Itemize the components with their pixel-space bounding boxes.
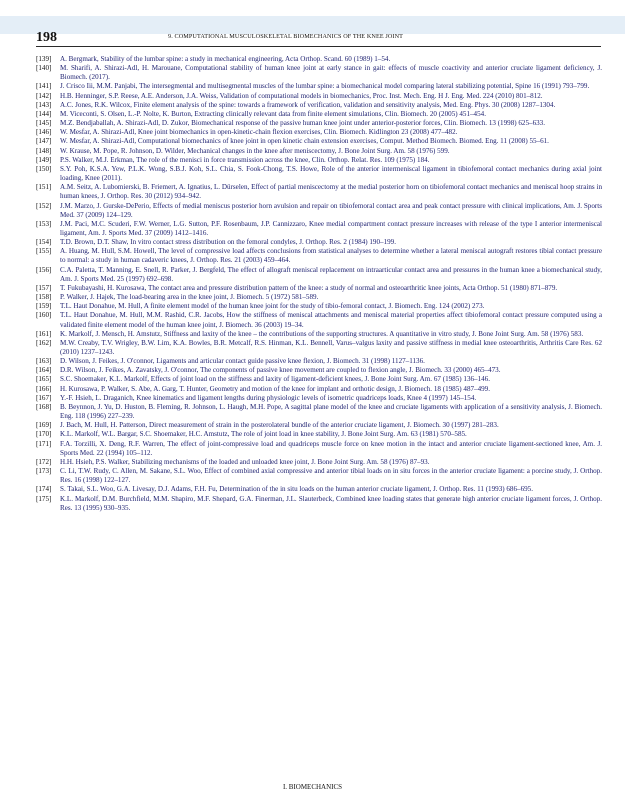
reference-number: [143] bbox=[36, 100, 52, 109]
reference-item bbox=[36, 485, 602, 494]
reference-item bbox=[36, 375, 602, 384]
page-number: 198 bbox=[36, 30, 57, 45]
reference-number: [149] bbox=[36, 155, 52, 164]
reference-text[interactable]: D. Wilson, J. Feikes, J. O'connor, Ligaments and articular contact guide passive knee flexion, J. Biomech. 31 (1998) 1127–1136. bbox=[60, 357, 425, 366]
reference-number: [154] bbox=[36, 238, 52, 247]
reference-item bbox=[36, 403, 602, 421]
reference-item bbox=[36, 311, 602, 329]
reference-text[interactable]: M. Sharifi, A. Shirazi-Adl, H. Marouane, Computational stability of human knee joint at early stance in gait: effects of muscle coactivity and anterior cruciate ligament deficiency, J. Biomech. (2017). bbox=[60, 64, 602, 82]
reference-text[interactable]: T.D. Brown, D.T. Shaw, In vitro contact stress distribution on the femoral condyles, J. Orthop. Res. 2 (1984) 190–199. bbox=[60, 238, 396, 247]
reference-number: [152] bbox=[36, 201, 52, 210]
reference-text[interactable]: J.M. Marzo, J. Gurske-DePerio, Effects of medial meniscus posterior horn avulsion and repair on tibiofemoral contact area and peak contact pressure with clinical implications, Am. J. Sports Med. 37 (2009) 124–129. bbox=[60, 201, 602, 219]
reference-number: [144] bbox=[36, 109, 52, 118]
reference-item bbox=[36, 495, 602, 513]
reference-item bbox=[36, 330, 602, 339]
reference-number: [164] bbox=[36, 366, 52, 375]
reference-item bbox=[36, 128, 602, 137]
reference-text[interactable]: K.L. Markolf, D.M. Burchfield, M.M. Shapiro, M.F. Shepard, G.A. Finerman, J.L. Slauterbeck, Combined knee loading states that generate high anterior cruciate ligament forces, J. Orthop. Res. 13 (1995) 930–935. bbox=[60, 494, 602, 512]
reference-text[interactable]: D.R. Wilson, J. Feikes, A. Zavatsky, J. O'connor, The components of passive knee movement are coupled to flexion angle, J. Biomech. 33 (2000) 465–473. bbox=[60, 366, 501, 375]
reference-text[interactable]: J. Bach, M. Hull, H. Patterson, Direct measurement of strain in the posterolateral bundle of the anterior cruciate ligament, J. Biomech. 30 (1997) 281–283. bbox=[60, 421, 499, 430]
reference-text[interactable]: P.S. Walker, M.J. Erkman, The role of the menisci in force transmission across the knee, Clin. Orthop. Relat. Res. 109 (1975) 184. bbox=[60, 155, 430, 164]
reference-number: [158] bbox=[36, 293, 52, 302]
reference-text[interactable]: W. Mesfar, A. Shirazi-Adl, Knee joint biomechanics in open-kinetic-chain flexion exercises, Clin. Biomech. Kidlington 23 (2008) 477–482. bbox=[60, 128, 458, 137]
reference-text[interactable]: P. Walker, J. Hajek, The load-bearing area in the knee joint, J. Biomech. 5 (1972) 581–589. bbox=[60, 293, 319, 302]
reference-number: [150] bbox=[36, 164, 52, 173]
reference-item bbox=[36, 202, 602, 220]
reference-text[interactable]: S. Takai, S.L. Woo, G.A. Livesay, D.J. Adams, F.H. Fu, Determination of the in situ loads on the human anterior cruciate ligament, J. Orthop. Res. 11 (1993) 686–695. bbox=[60, 485, 533, 494]
reference-item bbox=[36, 247, 602, 265]
reference-item bbox=[36, 394, 602, 403]
reference-item bbox=[36, 147, 602, 156]
reference-item bbox=[36, 110, 602, 119]
reference-number: [142] bbox=[36, 91, 52, 100]
reference-number: [141] bbox=[36, 82, 52, 91]
reference-number: [167] bbox=[36, 393, 52, 402]
reference-text[interactable]: A.M. Seitz, A. Lubomierski, B. Friemert, A. Ignatius, L. Dürselen, Effect of partial meniscectomy at the medial posterior horn on tibiofemoral contact mechanics and meniscal hoop strains in human knees, J. Orthop. Res. 30 (2012) 934–942. bbox=[60, 183, 602, 201]
reference-number: [162] bbox=[36, 338, 52, 347]
reference-item bbox=[36, 64, 602, 82]
reference-item bbox=[36, 92, 602, 101]
reference-item bbox=[36, 82, 602, 91]
reference-item bbox=[36, 293, 602, 302]
reference-number: [148] bbox=[36, 146, 52, 155]
reference-text[interactable]: W. Krause, M. Pope, R. Johnson, D. Wilder, Mechanical changes in the knee after meniscectomy, J. Bone Joint Surg. Am. 58 (1976) 599. bbox=[60, 146, 450, 155]
page-header bbox=[36, 30, 601, 47]
reference-number: [155] bbox=[36, 247, 52, 256]
reference-text[interactable]: K.L. Markolf, W.L. Bargar, S.C. Shoemaker, H.C. Amstutz, The role of joint load in knee stability, J. Bone Joint Surg. Am. 63 (1981) 570–585. bbox=[60, 430, 467, 439]
reference-number: [151] bbox=[36, 183, 52, 192]
reference-item bbox=[36, 101, 602, 110]
reference-text[interactable]: A. Huang, M. Hull, S.M. Howell, The level of compressive load affects conclusions from statistical analyses to determine whether a lateral meniscal autograft restores tibial contact pressure to normal: a study in human cadaveric knees, J. Orthop. Res. 21 (2003) 459–464. bbox=[60, 247, 602, 265]
reference-number: [157] bbox=[36, 283, 52, 292]
reference-number: [174] bbox=[36, 485, 52, 494]
reference-item bbox=[36, 156, 602, 165]
reference-item bbox=[36, 467, 602, 485]
reference-text[interactable]: T.L. Haut Donahue, M. Hull, M.M. Rashid, C.R. Jacobs, How the stiffness of meniscal attachments and meniscal material properties affect tibiofemoral contact pressure computed using a validated finite element model of the human knee joint, J. Biomech. 36 (2003) 19–34. bbox=[60, 311, 602, 329]
reference-number: [159] bbox=[36, 302, 52, 311]
reference-text[interactable]: H.H. Hsieh, P.S. Walker, Stabilizing mechanisms of the loaded and unloaded knee joint, J. Bone Joint Surg. Am. 58 (1976) 87–93. bbox=[60, 457, 430, 466]
reference-item bbox=[36, 183, 602, 201]
reference-item bbox=[36, 165, 602, 183]
reference-text[interactable]: C. Li, T.W. Rudy, C. Allen, M. Sakane, S.L. Woo, Effect of combined axial compressive and anterior tibial loads on in situ forces in the anterior cruciate ligament: a porcine study, J. Orthop. Res. 16 (1998) 122–127. bbox=[60, 467, 602, 485]
reference-text[interactable]: M.Z. Bendjaballah, A. Shirazi-Adl, D. Zukor, Biomechanical response of the passive human knee joint under anterior-posterior forces, Clin. Biomech. 13 (1998) 625–633. bbox=[60, 119, 545, 128]
reference-text[interactable]: A. Bergmark, Stability of the lumbar spine: a study in mechanical engineering, Acta Orthop. Scand. 60 (1989) 1–54. bbox=[60, 55, 391, 63]
reference-text[interactable]: W. Mesfar, A. Shirazi-Adl, Computational biomechanics of knee joint in open kinetic chain extension exercises, Comput. Method Biomech. Biomed. Eng. 11 (2008) 55–61. bbox=[60, 137, 549, 146]
reference-text[interactable]: M.W. Creaby, T.V. Wrigley, B.W. Lim, K.A. Bowles, B.R. Metcalf, R.S. Hinman, K.L. Bennell, Varus–valgus laxity and passive stiffness in medial knee osteoarthritis, Arthritis Care Res. 62 (2010) 1237–1243. bbox=[60, 338, 602, 356]
running-title: 9. COMPUTATIONAL MUSCULOSKELETAL BIOMECHANICS OF THE KNEE JOINT bbox=[168, 33, 404, 40]
reference-item bbox=[36, 119, 602, 128]
reference-item bbox=[36, 137, 602, 146]
reference-text[interactable]: J. Crisco Iii, M.M. Panjabi, The intersegmental and multisegmental muscles of the lumbar spine: a biomechanical model comparing lateral stabilizing potential, Spine 16 (1991) 793–799. bbox=[60, 82, 590, 91]
reference-number: [146] bbox=[36, 128, 52, 137]
reference-text[interactable]: C.A. Paletta, T. Manning, E. Snell, R. Parker, J. Bergfeld, The effect of allograft meniscal replacement on intraarticular contact area and pressures in the human knee a biomechanical study, Am. J. Sports Med. 25 (1997) 692–698. bbox=[60, 265, 602, 283]
reference-item bbox=[36, 357, 602, 366]
reference-text[interactable]: H. Kurosawa, P. Walker, S. Abe, A. Garg, T. Hunter, Geometry and motion of the knee for implant and orthotic design, J. Biomech. 18 (1985) 487–499. bbox=[60, 384, 490, 393]
reference-number: [161] bbox=[36, 329, 52, 338]
page-footer: I. BIOMECHANICS bbox=[282, 783, 343, 791]
reference-item bbox=[36, 458, 602, 467]
reference-item bbox=[36, 266, 602, 284]
reference-number: [166] bbox=[36, 384, 52, 393]
reference-item bbox=[36, 284, 602, 293]
reference-text[interactable]: H.B. Henninger, S.P. Reese, A.E. Anderson, J.A. Weiss, Validation of computational models in biomechanics, Proc. Inst. Mech. Eng. H J. Eng. Med. 224 (2010) 801–812. bbox=[60, 91, 543, 100]
reference-number: [160] bbox=[36, 311, 52, 320]
reference-number: [153] bbox=[36, 219, 52, 228]
reference-text[interactable]: T.L. Haut Donahue, M. Hull, A finite element model of the human knee joint for the study of tibio-femoral contact, J. Biomech. Eng. 124 (2002) 273. bbox=[60, 302, 485, 311]
reference-number: [173] bbox=[36, 467, 52, 476]
reference-text[interactable]: A.C. Jones, R.K. Wilcox, Finite element analysis of the spine: towards a framework of verification, validation and sensitivity analysis, Med. Eng. Phys. 30 (2008) 1287–1304. bbox=[60, 100, 556, 109]
reference-text[interactable]: B. Beynnon, J. Yu, D. Huston, B. Fleming, R. Johnson, L. Haugh, M.H. Pope, A sagittal plane model of the knee and cruciate ligaments with application of a sensitivity analysis, J. Biomech. Eng. 118 (1996) 227–239. bbox=[60, 402, 602, 421]
reference-item bbox=[36, 339, 602, 357]
reference-item bbox=[36, 440, 602, 458]
reference-item bbox=[36, 385, 602, 394]
reference-number: [145] bbox=[36, 119, 52, 128]
reference-item bbox=[36, 430, 602, 439]
reference-number: [156] bbox=[36, 265, 52, 274]
reference-text[interactable]: K. Markolf, J. Mensch, H. Amstutz, Stiffness and laxity of the knee – the contributions of the supporting structures. A quantitative in vitro study, J. Bone Joint Surg. Am. 58 (1976) 583. bbox=[60, 329, 584, 338]
reference-number: [175] bbox=[36, 494, 52, 503]
reference-number: [147] bbox=[36, 137, 52, 146]
reference-text[interactable]: T. Fukubayashi, H. Kurosawa, The contact area and pressure distribution pattern of the knee: a study of normal and osteoarthritic knee joints, Acta Orthop. 51 (1980) 871–879. bbox=[60, 283, 558, 292]
reference-item bbox=[36, 220, 602, 238]
reference-number: [163] bbox=[36, 357, 52, 366]
reference-number: [165] bbox=[36, 375, 52, 384]
reference-item bbox=[36, 302, 602, 311]
reference-number: [171] bbox=[36, 439, 52, 448]
reference-number: [168] bbox=[36, 402, 52, 411]
reference-text[interactable]: Y.-F. Hsieh, L. Draganich, Knee kinematics and ligament lengths during physiologic levels of isometric quadriceps loads, Knee 4 (1997) 145–154. bbox=[60, 393, 477, 402]
reference-text[interactable]: S.C. Shoemaker, K.L. Markolf, Effects of joint load on the stiffness and laxity of ligament-deficient knees, J. Bone Joint Surg. Am. 67 (1985) 136–146. bbox=[60, 375, 491, 384]
reference-number: [172] bbox=[36, 457, 52, 466]
reference-item bbox=[36, 238, 602, 247]
reference-number: [140] bbox=[36, 64, 52, 73]
reference-item bbox=[36, 55, 602, 64]
reference-number: [170] bbox=[36, 430, 52, 439]
reference-list bbox=[36, 55, 602, 513]
reference-item bbox=[36, 421, 602, 430]
reference-text[interactable]: M. Viceconti, S. Olsen, L.-P. Nolte, K. Burton, Extracting clinically relevant data from finite element simulations, Clin. Biomech. 20 (2005) 451–454. bbox=[60, 109, 486, 118]
reference-text[interactable]: S.Y. Poh, K.S.A. Yew, P.L.K. Wong, S.B.J. Koh, S.L. Chia, S. Fook-Chong, T.S. Howe, Role of the anterior intermeniscal ligament in tibiofemoral contact mechanics during axial joint loading, Knee (2011). bbox=[60, 164, 602, 183]
reference-item bbox=[36, 366, 602, 375]
reference-number: [139] bbox=[36, 55, 52, 63]
reference-text[interactable]: J.M. Paci, M.C. Scuderi, F.W. Werner, L.G. Sutton, P.F. Rosenbaum, J.P. Cannizzaro, Knee medial compartment contact pressure increases with release of the type I anterior intermeniscal ligament, Am. J. Sports Med. 37 (2009) 1412–1416. bbox=[60, 219, 602, 237]
reference-number: [169] bbox=[36, 421, 52, 430]
reference-text[interactable]: F.A. Torzilli, X. Deng, R.F. Warren, The effect of joint-compressive load and quadriceps muscle force on knee motion in the intact and anterior cruciate ligament-sectioned knee, Am. J. Sports Med. 22 (1994) 105–112. bbox=[60, 439, 602, 457]
